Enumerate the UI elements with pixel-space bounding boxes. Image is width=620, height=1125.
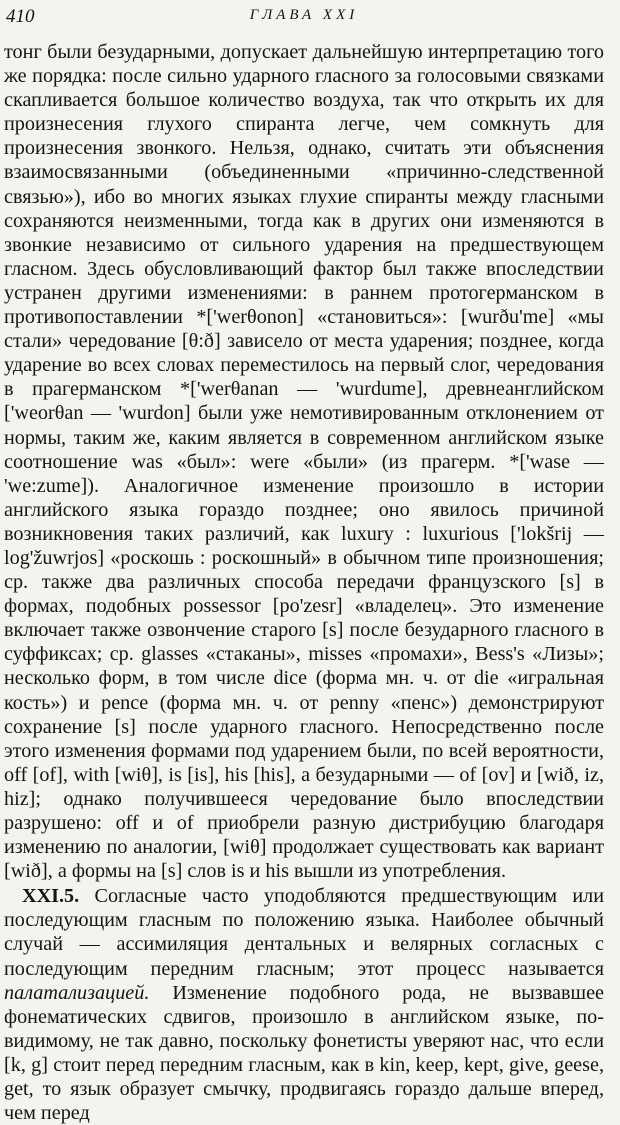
section-number: XXI.5. <box>22 885 80 908</box>
paragraph-section-xxi-5 <box>4 884 604 1125</box>
running-head <box>4 6 604 40</box>
page-number: 410 <box>6 6 35 27</box>
italic-term: палатализацией. <box>4 981 150 1004</box>
section-text-end: Изменение подобного рода, не вызвавшее фонематических сдвигов, произошло в английском языке, по-видимому, не так давно, поскольку фонетисты уверяют нас, что если [k, g] стоит перед передним гласным, как в kin, keep, kept, give, geese, get, то язык образует смычку, продвигаясь гораздо дальше вперед, чем перед <box>4 981 604 1125</box>
body-text <box>4 40 604 1125</box>
chapter-title: ГЛАВА XXI <box>249 7 359 23</box>
section-text-start: Согласные часто уподобляются предшествующим или последующим гласным по положению языка. Наиболее обычный случай — ассимиляция дентальных и велярных согласных с последующим передним гласным; этот процесс называется <box>4 885 604 980</box>
paragraph-continuation: тонг были безударными, допускает дальнейшую интерпретацию того же порядка: после сильно ударного гласного за голосовыми связками скапливается большое количество воздуха, так что открыть их для произнесения глухого спиранта легче, чем сомкнуть для произнесения звонкого. Нельзя, однако, считать эти объяснения взаимосвязанными (объединенными «причинно-следственной связью»), ибо во многих языках глухие спиранты между гласными сохраняются неизменными, тогда как в других они изменяются в звонкие независимо от сильного ударения на предшествующем гласном. Здесь обусловливающий фактор был также впоследствии устранен другими изменениями: в раннем протогерманском в противопоставлении *['werθonon] «становиться»: [wurðu'me] «мы стали» чередование [θ:ð] зависело от места ударения; позднее, когда ударение во всех словах переместилось на первый слог, чередования в прагерманском *['werθanan — 'wurdume], древнеанглийском ['weorθan — 'wurdon] были уже немотивированным отклонением от нормы, таким же, каким является в современном английском языке соотношение was «был»: were «были» (из прагерм. *['wase — 'we:zume]). Аналогичное изменение произошло в истории английского языка гораздо позднее; оно явилось причиной возникновения таких различий, как luxury : luxurious ['lokšrij — log'žuwrjos] «роскошь : роскошный» в обычном типе произношения; ср. также два различных способа передачи французского [s] в формах, подобных possessor [po'zesr] «владелец». Это изменение включает также озвончение старого [s] после безударного гласного в суффиксах; ср. glasses «стаканы», misses «промахи», Bess's «Лизы»; несколько форм, в том числе dice (форма мн. ч. от die «игральная кость») и pence (форма мн. ч. от penny «пенс») демонстрируют сохранение [s] после ударного гласного. Непосредственно после этого изменения формами под ударением были, по всей вероятности, off [of], with [wiθ], is [is], his [his], а безударными — of [ov] и [wið, iz, hiz]; однако получившееся чередование было впоследствии разрушено: off и of приобрели разную дистрибуцию благодаря изменению по аналогии, [wiθ] продолжает существовать как вариант [wið], а формы на [s] слов is и his вышли из употребления. <box>4 41 604 883</box>
